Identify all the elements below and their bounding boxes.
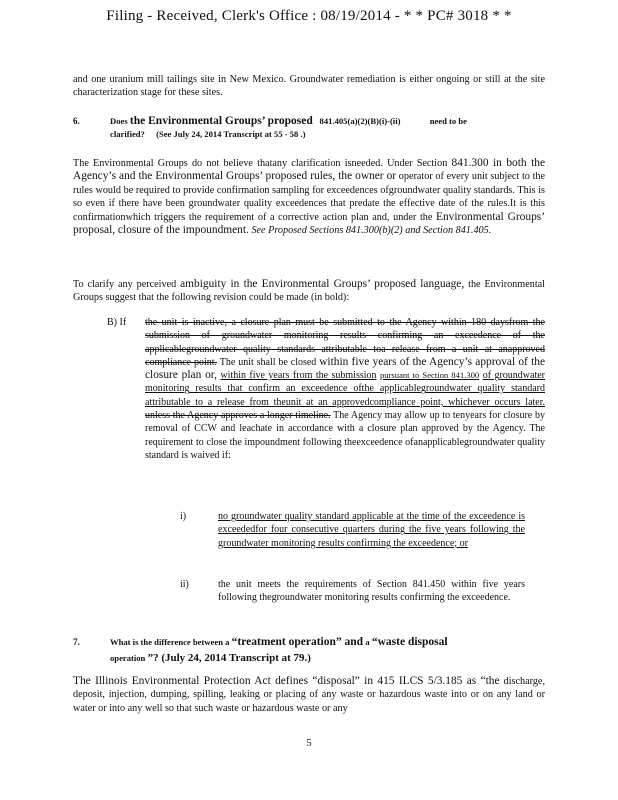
- added-text: pursuant to Section 841.300: [379, 370, 480, 381]
- question-title: the Environmental Groups’ proposed: [129, 115, 313, 127]
- struck-text: the unit is inactive, a closure plan must be submitted to the Agency within 180 daysfrom the submission of groundwater monitoring results confirming an exceedence of the applicablegroundwater quality standards attributable toa release from a unit at anapproved compliance point.: [145, 317, 545, 368]
- question-number: 6.: [73, 116, 80, 126]
- paragraph-3: The Illinois Environmental Protection Act defines “disposal” in 415 ILCS 5/3.185 as “the discharge, deposit, injection, dumping, spilling, leaking or placing of any waste or hazardous waste into or on any land or water or into any well so that such waste or hazardous waste or any: [73, 675, 546, 714]
- question-number: 7.: [73, 637, 80, 647]
- paragraph-top: and one uranium mill tailings site in New Mexico. Groundwater remediation is either ongoing or still at the site characterization stage for these sites.: [73, 74, 545, 99]
- paragraph-1: The Environmental Groups do not believe thatany clarification isneeded. Under Section 841.300 in both the Agency’s and the Environmental Groups’ proposed rules, the owner or operator of every unit subject to the rules would be required to provide confirmation sampling for exceedences ofgroundwater quality standards. This is so even if there have been groundwater quality exceedences that predate the effective date of the rules.It is this confirmationwhich triggers the requirement of a corrective action plan and, under the Environmental Groups’ proposal, closure of the impoundment. See Proposed Sections 841.300(b)(2) and Section 841.405.: [73, 157, 546, 237]
- revision-item-b: B) If the unit is inactive, a closure plan must be submitted to the Agency within 180 daysfrom the submission of groundwater monitoring results confirming an exceedence of the applicablegroundwater quality standards attributable toa release from a unit at anapproved compliance point. The unit shall be closed within five years of the Agency’s approval of the closure plan or, within five years from the submission pursuant to Section 841.300 of groundwater monitoring results that confirm an exceedence ofthe applicablegroundwater quality standard attributable to a release from theunit at an approvedcompliance point, whichever occurs later. unless the Agency approves a longer timeline. The Agency may allow up to tenyears for closure by removal of CCW and leachate in accordance with a closure plan approved by the Agency. The requirement to close the impoundment following theexceedence ofanapplicablegroundwater quality standard is waived if:: [107, 317, 546, 461]
- sub-item-label: i): [180, 511, 187, 522]
- added-text: of groundwater monitoring results that confirm an exceedence ofthe applicablegroundwater quality standard attributable to a release from theunit at an approvedcompliance point, whichever occurs later.: [145, 370, 545, 408]
- paragraph-2: To clarify any perceived ambiguity in the Environmental Groups’ proposed language, the Environmental Groups suggest that the following revision could be made (in bold):: [73, 278, 546, 304]
- question-7: 7. What is the difference between a “treatment operation” and a “waste disposal operation ”? (July 24, 2014 Transcript at 79.): [73, 636, 448, 664]
- transcript-reference: (See July 24, 2014 Transcript at 55 - 58 .): [156, 129, 306, 139]
- added-text: within five years from the submission: [220, 370, 377, 382]
- struck-text: unless the Agency approves a longer timeline.: [145, 410, 331, 422]
- section-reference: 841.405(a)(2)(B)(i)-(ii): [319, 116, 401, 126]
- transcript-reference: ”? (July 24, 2014 Transcript at 79.): [147, 652, 311, 664]
- sub-item-label: ii): [180, 579, 189, 590]
- sub-item-ii: ii) the unit meets the requirements of Section 841.450 within five years following thegroundwater monitoring results confirming the exceedence.: [180, 579, 525, 604]
- page-number: 5: [306, 738, 312, 749]
- question-6: 6. Does the Environmental Groups’ proposed 841.405(a)(2)(B)(i)-(ii) need to be clarified? (See July 24, 2014 Transcript at 55 - 58 .): [73, 115, 467, 139]
- added-text: no groundwater quality standard applicable at the time of the exceedence is exceededfor four consecutive quarters during the five years following the groundwater monitoring results confirming the exceedence; or: [218, 511, 525, 549]
- sub-item-i: [180, 510, 525, 550]
- question-title: “treatment operation” and: [231, 636, 364, 648]
- added-text: within five years of the Agency’s approval of the closure plan or,: [145, 355, 546, 382]
- filing-header: Filing - Received, Clerk's Office : 08/19/2014 - * * PC# 3018 * *: [106, 8, 512, 24]
- item-label: B) If: [107, 317, 127, 328]
